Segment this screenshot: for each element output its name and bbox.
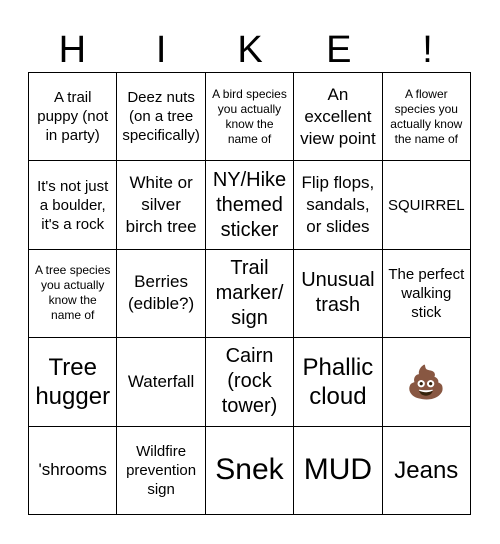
cell-text: Unusual trash <box>301 269 375 317</box>
cell-text: The perfect walking stick <box>388 265 465 321</box>
cell-text: NY/Hike themed sticker <box>212 168 287 241</box>
bingo-cell[interactable] <box>294 338 382 426</box>
header-letter-e: E <box>326 29 352 71</box>
cell-text: A trail puppy (not in party) <box>37 89 109 145</box>
bingo-cell[interactable] <box>117 73 205 161</box>
bingo-cell[interactable] <box>294 161 382 249</box>
bingo-cell[interactable] <box>294 250 382 338</box>
bingo-header <box>28 28 472 72</box>
cell-text: It's not just a boulder, it's a rock <box>37 177 109 233</box>
cell-text: SQUIRREL <box>387 196 465 214</box>
cell-text: Cairn (rock tower) <box>221 345 278 418</box>
bingo-grid <box>28 72 471 515</box>
cell-text: Jeans <box>394 456 459 484</box>
cell-text: Waterfall <box>127 371 195 391</box>
cell-text: A tree species you actually know the name of <box>35 263 111 323</box>
bingo-cell[interactable] <box>206 250 294 338</box>
bingo-cell[interactable] <box>383 161 471 249</box>
cell-text: Wildfire prevention sign <box>126 442 197 498</box>
bingo-cell[interactable] <box>383 427 471 515</box>
bingo-cell[interactable] <box>206 427 294 515</box>
cell-text: A bird species you actually know the name of <box>212 86 287 146</box>
bingo-cell[interactable] <box>294 427 382 515</box>
bingo-cell[interactable] <box>29 338 117 426</box>
cell-text: An excellent view point <box>300 84 376 148</box>
cell-text: A flower species you actually know the name of <box>390 86 463 146</box>
bingo-cell[interactable] <box>206 73 294 161</box>
cell-text: Flip flops, sandals, or slides <box>301 173 375 237</box>
header-letter-h: H <box>58 29 87 71</box>
cell-text: MUD <box>303 453 373 487</box>
bingo-cell[interactable] <box>294 73 382 161</box>
bingo-cell[interactable] <box>117 338 205 426</box>
bingo-cell[interactable] <box>29 427 117 515</box>
poop-emoji-icon: 💩 <box>406 363 447 400</box>
bingo-cell[interactable] <box>117 427 205 515</box>
cell-text: Phallic cloud <box>302 353 374 410</box>
bingo-cell[interactable] <box>117 161 205 249</box>
bingo-cell[interactable] <box>206 338 294 426</box>
cell-text: Trail marker/ sign <box>215 256 284 329</box>
bingo-cell[interactable] <box>383 73 471 161</box>
cell-text: Tree hugger <box>35 353 111 410</box>
bingo-cell[interactable] <box>383 338 471 426</box>
bingo-cell[interactable] <box>383 250 471 338</box>
cell-text: White or silver birch tree <box>125 173 197 237</box>
cell-text: Deez nuts (on a tree specifically) <box>122 89 200 145</box>
bingo-cell[interactable] <box>29 250 117 338</box>
bingo-cell[interactable] <box>29 73 117 161</box>
cell-text: Berries (edible?) <box>128 272 195 314</box>
header-letter-k: K <box>237 29 263 71</box>
header-letter-exclamation: ! <box>422 29 433 71</box>
cell-text: 'shrooms <box>38 460 107 480</box>
bingo-cell[interactable] <box>117 250 205 338</box>
bingo-cell[interactable] <box>29 161 117 249</box>
bingo-cell[interactable] <box>206 161 294 249</box>
header-letter-i: I <box>155 29 167 71</box>
cell-text: Snek <box>215 453 284 487</box>
